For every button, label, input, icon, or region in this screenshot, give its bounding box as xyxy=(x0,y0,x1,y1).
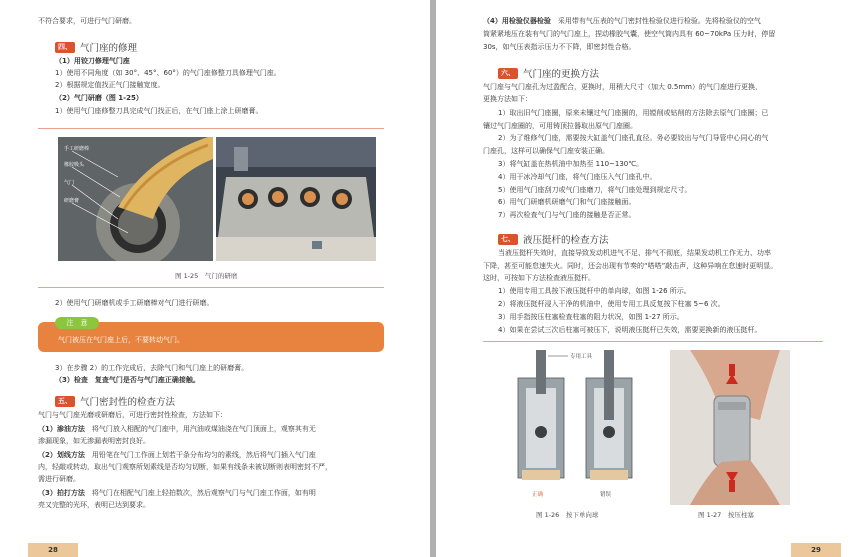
plunger-press-illustration xyxy=(670,350,790,505)
valve-grinding-photo xyxy=(58,137,213,261)
paragraph-line: 1）使用气门座修整刀具完成气门找正后，在气门座上涂上研磨膏。 xyxy=(55,107,263,115)
left-page xyxy=(0,0,430,557)
section-title: 气门密封性的检查方法 xyxy=(80,397,176,408)
section-number-badge: 五、 xyxy=(55,396,75,407)
cylinder-head-illustration xyxy=(216,137,376,261)
paragraph-line: 气门座与气门座孔为过盈配合，更换时，用稍大尺寸（加大 0.5mm）的气门座进行更换， xyxy=(483,83,762,91)
paragraph-line: 这时，可按如下方法检查液压挺杆。 xyxy=(483,274,595,282)
paragraph-line: 下降，甚至可能怠速失火。同时，还会出现有节奏的“嗒嗒”敲击声，这种异响在怠速时更明显。 xyxy=(483,262,778,270)
paragraph-line: 内，轻敲或转动，取出气门观察所划素线是否均匀切断，如果有线条未被切断则表明密封不严， xyxy=(38,463,332,471)
paragraph-line: 1）使用专用工具按下液压挺杆中的单向球，如图 1-26 所示。 xyxy=(498,287,691,295)
figure-label-valve: 气门 xyxy=(64,180,75,186)
method-text: 用铅笔在气门工作面上划若干条分布均匀的素线，然后将气门插入气门座 xyxy=(91,451,316,459)
paragraph-line: 4）用干冰冷却气门座，将气门座压入气门座孔中。 xyxy=(498,173,657,181)
paragraph-line: 6）用气门研磨机研磨气门和气门座接触面。 xyxy=(498,198,636,206)
figure-label-lapping-paste: 研磨膏 xyxy=(64,198,80,204)
paragraph-line: 镶过气门座圈的，可用铸顶拉器取出原气门座圈。 xyxy=(483,122,637,130)
paragraph-line: 门座孔，这样可以确保气门座安装正确。 xyxy=(483,147,609,155)
paragraph-line: 气门与气门座光磨或研磨后，可进行密封性检查，方法如下： xyxy=(38,411,227,419)
section-heading-valve-seat-repair xyxy=(55,40,137,54)
subheading: （3）检查 复查气门是否与气门座正确接触。 xyxy=(55,376,200,384)
section-heading-hydraulic-lifter-check xyxy=(498,232,609,246)
method-line xyxy=(38,425,316,434)
paragraph-line: 2）将液压挺杆浸入干净的机油中，使用专用工具反复按下柱塞 5~6 次。 xyxy=(498,300,725,308)
paragraph-line: 5）使用气门座刮刀或气门座磨刀，将气门座处理到规定尺寸。 xyxy=(498,186,692,194)
diagram-label-special-tool: 专用工具 xyxy=(570,354,593,360)
paragraph-line: 2）根据规定值找正气门接触宽度。 xyxy=(55,81,165,89)
page-number-tab: 29 xyxy=(791,543,841,557)
paragraph-line: 2）为了维修气门座，需要按大缸盖气门座孔直径。务必要铰出与气门导管中心同心的气 xyxy=(498,134,769,142)
plunger-press-photo xyxy=(670,350,790,505)
section-heading-valve-seat-replacement xyxy=(498,66,599,80)
figure-label-lapping-stick: 手工研磨棒 xyxy=(64,146,90,152)
section-heading-valve-seal-check xyxy=(55,394,175,408)
note-header: 注 意 xyxy=(55,317,99,329)
figure-caption: 图 1-26 按下单向球 xyxy=(536,511,599,519)
method-text: 将气门在相配气门座上轻拍数次，然后观察气门与气门座工作面，如有明 xyxy=(91,489,316,497)
paragraph-line: 7）再次检查气门与气门座的接触是否正常。 xyxy=(498,211,636,219)
method-text: 将气门放入相配的气门座中，用汽油或煤油浇在气门顶面上，观察其有无 xyxy=(91,425,316,433)
paragraph-line: 当液压挺杆失效时，直接导致发动机进气不足、排气不彻底，结果发动机工作无力、功率 xyxy=(498,249,771,257)
divider xyxy=(483,341,823,342)
paragraph-line: 1）使用不同角度（如 30°、45°、60°）的气门座修整刀具修理气门座。 xyxy=(55,69,281,77)
divider xyxy=(38,287,384,288)
paragraph-line: 更换方法如下： xyxy=(483,95,532,103)
paragraph-line: 需进行研磨。 xyxy=(38,475,80,483)
subheading: （2）气门研磨（图 1-25） xyxy=(55,94,143,102)
figure-caption: 图 1-25 气门的研磨 xyxy=(175,272,238,280)
subheading: （1）用铰刀修理气门座 xyxy=(55,57,130,65)
figure-label-suction-cup: 橡胶吸头 xyxy=(64,162,85,168)
diagram-label-correct: 正确 xyxy=(532,492,544,498)
method-label: （3）拍打方法 xyxy=(38,489,85,497)
lifter-check-diagram xyxy=(508,350,648,505)
note-text: 气门被压在气门座上后，不要转动气门。 xyxy=(58,336,184,344)
diagram-label-wrong: 错误 xyxy=(600,492,612,498)
section-title: 液压挺杆的检查方法 xyxy=(523,235,609,246)
section-number-badge: 六、 xyxy=(498,68,518,79)
paragraph-line: 渗漏现象，如无渗漏表明密封良好。 xyxy=(38,437,150,445)
paragraph-line: 1）取出旧气门座圈，原来未镶过气门座圈的，用镗削或钻削的方法除去原气门座圈；已 xyxy=(498,109,769,117)
method-label: （1）渗油方法 xyxy=(38,425,85,433)
paragraph-line: 3）在步骤 2）的工作完成后，去除气门和气门座上的研磨膏。 xyxy=(55,364,249,372)
divider xyxy=(38,128,384,129)
method-label: （4）用检验仪器检验 xyxy=(483,17,551,25)
method-line xyxy=(38,451,316,460)
method-text: 采用带有气压表的气门密封性检验仪进行检验。先将检验仪的空气 xyxy=(557,17,761,25)
page-number-tab: 28 xyxy=(28,543,78,557)
paragraph-line: 亮又完整的光环，表明已达到要求。 xyxy=(38,501,150,509)
section-title: 气门座的修理 xyxy=(80,43,138,54)
section-number-badge: 七、 xyxy=(498,234,518,245)
paragraph-line: 不符合要求，可进行气门研磨。 xyxy=(38,17,136,25)
cylinder-head-photo xyxy=(216,137,376,261)
paragraph-line: 筒紧紧地压在装有气门的气门座上，捏动橡胶气囊，使空气筒内具有 60~70kPa 压力时，停留 xyxy=(483,30,776,38)
paragraph-line: 3）用手指按压柱塞检查柱塞的阻力状况，如图 1-27 所示。 xyxy=(498,313,684,321)
method-line xyxy=(483,17,761,26)
lifter-cross-section-illustration xyxy=(508,350,648,505)
section-title: 气门座的更换方法 xyxy=(523,69,600,80)
method-label: （2）划线方法 xyxy=(38,451,85,459)
valve-grinding-illustration xyxy=(58,137,213,261)
paragraph-line: 4）如果在尝试三次后柱塞可被压下，说明液压挺杆已失效，需要更换新的液压挺杆。 xyxy=(498,326,762,334)
right-page xyxy=(436,0,866,557)
section-number-badge: 四、 xyxy=(55,42,75,53)
paragraph-line: 2）使用气门研磨机或手工研磨棒对气门进行研磨。 xyxy=(55,299,214,307)
figure-caption: 图 1-27 按压柱塞 xyxy=(698,511,754,519)
paragraph-line: 3）将气缸盖在热机油中加热至 110~130℃。 xyxy=(498,160,644,168)
paragraph-line: 30s，如气压表指示压力不下降，即密封性合格。 xyxy=(483,43,636,51)
method-line xyxy=(38,489,316,498)
